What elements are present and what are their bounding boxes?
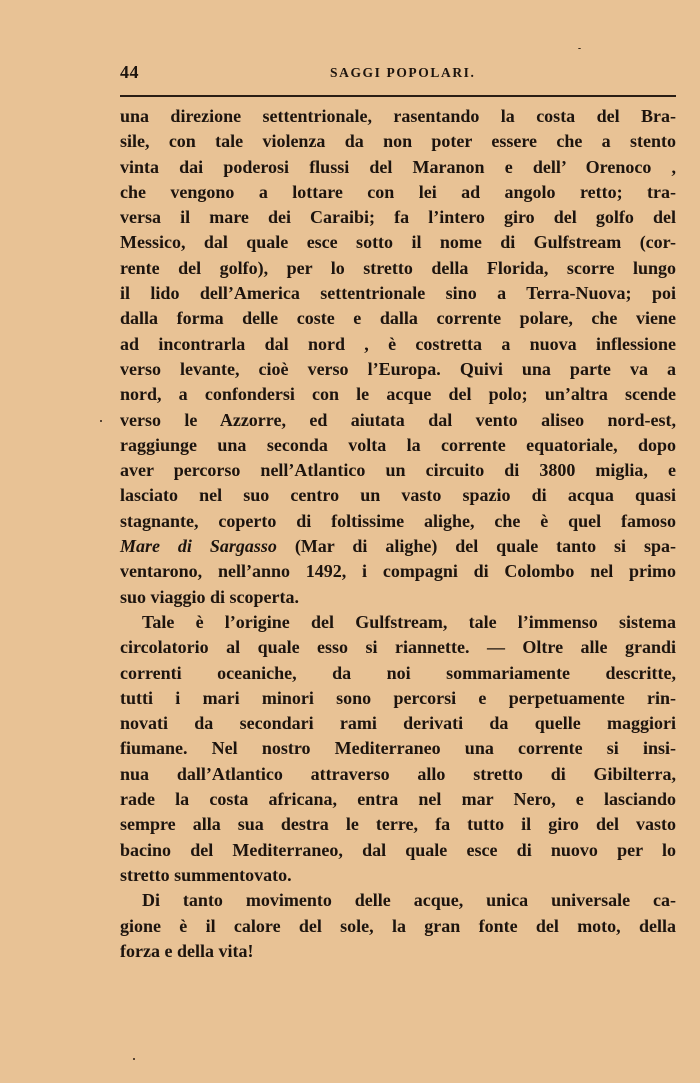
- text-line: che vengono a lottare con lei ad angolo retto; tra-: [120, 181, 676, 202]
- text-line: suo viaggio di scoperta.: [120, 586, 300, 607]
- text-line: ventarono, nell’anno 1492, i compagni di Colombo nel primo: [120, 561, 676, 582]
- text-line: il lido dell’America settentrionale sino a Terra-Nuova; poi: [120, 283, 676, 304]
- text-line: tutti i mari minori sono percorsi e perpetuamente rin-: [120, 687, 676, 708]
- text-line: vinta dai poderosi flussi del Maranon e dell’ Orenoco ,: [120, 156, 676, 177]
- paragraph-2: [120, 610, 676, 888]
- text-line: bacino del Mediterraneo, dal quale esce di nuovo per lo: [120, 839, 676, 860]
- page-header: [120, 62, 676, 84]
- text-line: Di tanto movimento delle acque, unica universale ca-: [142, 890, 676, 911]
- paragraph-1: [120, 104, 676, 610]
- text-line: ad incontrarla dal nord , è costretta a nuova inflessione: [120, 333, 676, 354]
- paragraph-3: [120, 888, 676, 964]
- text-line: sile, con tale violenza da non poter essere che a stento: [120, 131, 676, 152]
- text-line: raggiunge una seconda volta la corrente equatoriale, dopo: [120, 434, 676, 455]
- text-line: correnti oceaniche, da noi sommariamente descritte,: [120, 662, 676, 683]
- text-line: fiumane. Nel nostro Mediterraneo una corrente si insi-: [120, 738, 676, 759]
- text-line: dalla forma delle coste e dalla corrente polare, che viene: [120, 308, 676, 329]
- ink-speck: [100, 420, 102, 422]
- text-line: verso levante, cioè verso l’Europa. Quivi una parte va a: [120, 358, 676, 379]
- text-line: stretto summentovato.: [120, 864, 292, 885]
- text-line: nord, a confondersi con le acque del polo; un’altra scende: [120, 384, 676, 405]
- text-line: aver percorso nell’Atlantico un circuito di 3800 miglia, e: [120, 460, 676, 481]
- text-line: nua dall’Atlantico attraverso allo stretto di Gibilterra,: [120, 763, 676, 784]
- text-line: circolatorio al quale esso si riannette. — Oltre alle grandi: [120, 637, 676, 658]
- text-line: forza e della vita!: [120, 940, 254, 961]
- header-rule: [120, 95, 676, 97]
- text-line: versa il mare dei Caraibi; fa l’intero giro del golfo del: [120, 207, 676, 228]
- sargasso-italic: Mare di Sargasso: [120, 536, 277, 557]
- text-line: gione è il calore del sole, la gran fonte del moto, della: [120, 915, 676, 936]
- ink-speck: [133, 1058, 135, 1060]
- page-number: 44: [120, 62, 139, 82]
- running-title: SAGGI POPOLARI.: [330, 65, 476, 80]
- text-line: Messico, dal quale esce sotto il nome di Gulfstream (cor-: [120, 232, 676, 253]
- text-line: sempre alla sua destra le terre, fa tutto il giro del vasto: [120, 814, 676, 835]
- sargasso-line: [120, 534, 676, 559]
- text-line: una direzione settentrionale, rasentando la costa del Bra-: [120, 106, 676, 126]
- text-line: novati da secondari rami derivati da quelle maggiori: [120, 713, 676, 734]
- sargasso-rest: (Mar di alighe) del quale tanto si spa-: [276, 536, 676, 557]
- text-line: stagnante, coperto di foltissime alighe, che è quel famoso: [120, 510, 676, 531]
- body-text: [120, 104, 676, 964]
- text-line: rente del golfo), per lo stretto della Florida, scorre lungo: [120, 257, 676, 278]
- text-line: Tale è l’origine del Gulfstream, tale l’immenso sistema: [142, 611, 676, 632]
- text-line: verso le Azzorre, ed aiutata dal vento aliseo nord-est,: [120, 409, 676, 430]
- text-line: rade la costa africana, entra nel mar Nero, e lasciando: [120, 789, 676, 810]
- ink-speck: [578, 48, 581, 49]
- text-line: lasciato nel suo centro un vasto spazio di acqua quasi: [120, 485, 676, 506]
